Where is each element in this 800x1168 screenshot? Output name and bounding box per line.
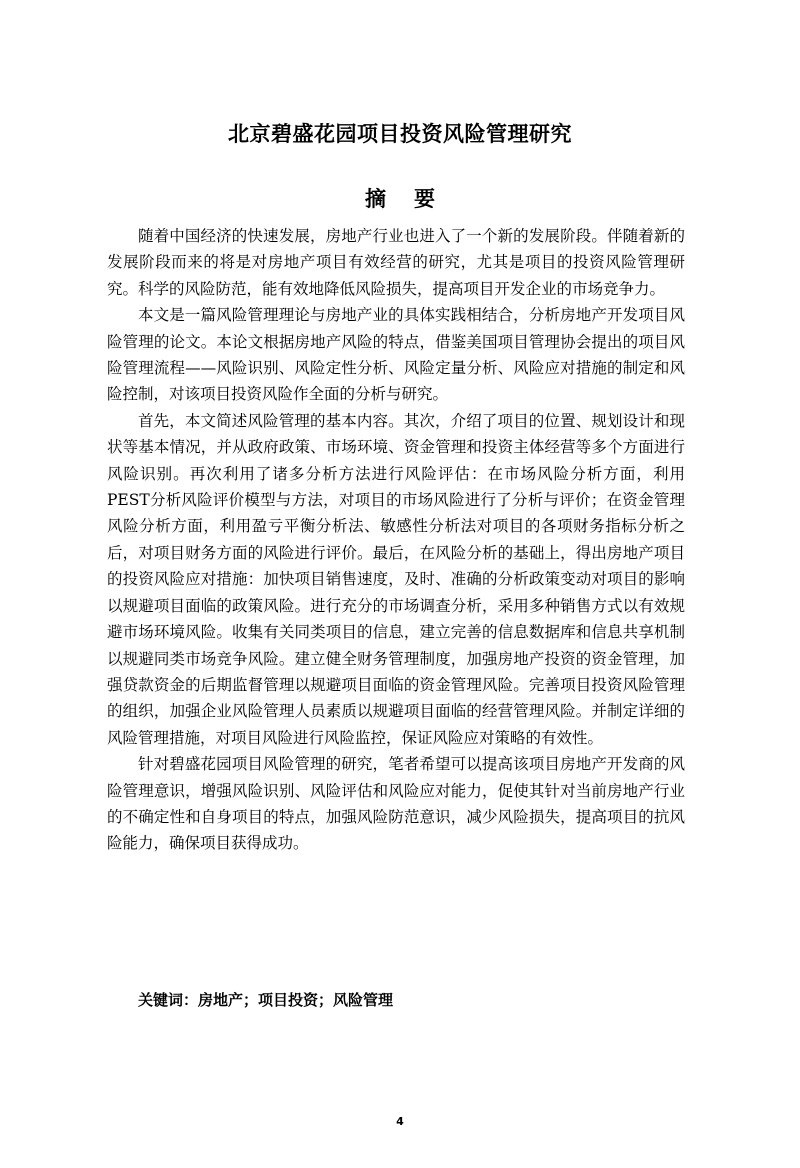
abstract-paragraph-4: 针对碧盛花园项目风险管理的研究，笔者希望可以提高该项目房地产开发商的风险管理意识，增强风险识别、风险评估和风险应对能力，促使其针对当前房地产行业的不确定性和自身项目的特点，加强风险防范意识，减少风险损失，提高项目的抗风险能力，确保项目获得成功。 [107,755,685,853]
page-number: 4 [396,1115,404,1128]
abstract-paragraph-2: 本文是一篇风险管理理论与房地产业的具体实践相结合，分析房地产开发项目风险管理的论文。本论文根据房地产风险的特点，借鉴美国项目管理协会提出的项目风险管理流程——风险识别、风险定性分析、风险定量分析、风险应对措施的制定和风险控制，对该项目投资风险作全面的分析与研究。 [107,306,685,404]
abstract-heading: 摘要 [365,187,463,211]
abstract-paragraph-3: 首先，本文简述风险管理的基本内容。其次，介绍了项目的位置、规划设计和现状等基本情况，并从政府政策、市场环境、资金管理和投资主体经营等多个方面进行风险识别。再次利用了诸多分析方法进行风险评估：在市场风险分析方面，利用PEST分析风险评价模型与方法，对项目的市场风险进行了分析与评价；在资金管理风险分析方面，利用盈亏平衡分析法、敏感性分析法对项目的各项财务指标分析之后，对项目财务方面的风险进行评价。最后，在风险分析的基础上，得出房地产项目的投资风险应对措施：加快项目销售速度，及时、准确的分析政策变动对项目的影响以规避项目面临的政策风险。进行充分的市场调查分析，采用多种销售方式以有效规避市场环境风险。收集有关同类项目的信息，建立完善的信息数据库和信息共享机制以规避同类市场竞争风险。建立健全财务管理制度，加强房地产投资的资金管理，加强贷款资金的后期监督管理以规避项目面临的资金管理风险。完善项目投资风险管理的组织，加强企业风险管理人员素质以规避项目面临的经营管理风险。并制定详细的风险管理措施，对项目风险进行风险监控，保证风险应对策略的有效性。 [107,411,685,747]
abstract-body [107,223,685,857]
keywords-line: 关键词：房地产；项目投资；风险管理 [138,991,394,1009]
document-title: 北京碧盛花园项目投资风险管理研究 [228,122,572,146]
abstract-paragraph-1: 随着中国经济的快速发展，房地产行业也进入了一个新的发展阶段。伴随着新的发展阶段而来的将是对房地产项目有效经营的研究，尤其是项目的投资风险管理研究。科学的风险防范，能有效地降低风险损失，提高项目开发企业的市场竞争力。 [107,227,685,298]
